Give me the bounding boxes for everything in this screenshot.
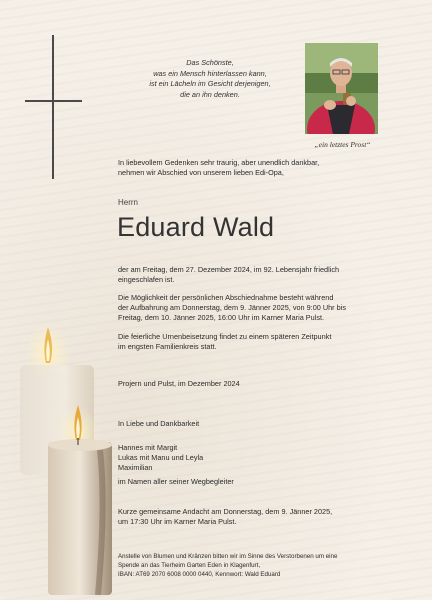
quote-line: die an ihn denken. bbox=[180, 89, 240, 99]
mourners-list bbox=[118, 443, 203, 473]
quote-line: Das Schönste, bbox=[186, 58, 234, 67]
death-notice bbox=[118, 265, 339, 285]
mourners-closing bbox=[118, 477, 234, 487]
mourner-name: Lukas mit Manu und Leyla bbox=[118, 453, 204, 462]
cross-icon-horizontal bbox=[25, 100, 82, 102]
intro-line: nehmen wir Abschied von unserem lieben Edi-Opa, bbox=[118, 168, 284, 177]
service-line: um 17:30 Uhr im Karner Maria Pulst. bbox=[118, 517, 237, 526]
mourners-heading bbox=[118, 419, 199, 429]
service-line: Kurze gemeinsame Andacht am Donnerstag, dem 9. Jänner 2025, bbox=[118, 507, 333, 516]
donation-line: IBAN: AT69 2070 6008 0000 0440, Kennwort: Wald Eduard bbox=[118, 570, 281, 578]
salutation: Herrn bbox=[118, 198, 139, 207]
cross-icon-vertical bbox=[52, 35, 54, 179]
service-notice bbox=[118, 507, 332, 527]
portrait-photo bbox=[305, 43, 378, 134]
urn-line: Die feierliche Urnenbeisetzung findet zu einem späteren Zeitpunkt bbox=[118, 332, 332, 341]
death-line: der am Freitag, dem 27. Dezember 2024, im 92. Lebensjahr friedlich bbox=[118, 265, 340, 274]
mourners-heading-text: In Liebe und Dankbarkeit bbox=[118, 419, 200, 428]
quote-line: ist ein Lächeln im Gesicht derjenigen, bbox=[149, 79, 271, 88]
mourners-closing-text: im Namen aller seiner Wegbegleiter bbox=[118, 477, 234, 486]
memorial-quote bbox=[125, 58, 295, 100]
mourner-name: Hannes mit Margit bbox=[118, 443, 178, 452]
photo-caption: „ein letztes Prost“ bbox=[314, 140, 371, 149]
candles-illustration bbox=[20, 305, 130, 595]
donation-line: Spende an das Tierheim Garten Eden in Klagenfurt, bbox=[118, 561, 261, 569]
viewing-line: der Aufbahrung am Donnerstag, dem 9. Jänner 2025, von 9:00 Uhr bis bbox=[118, 303, 346, 312]
donation-notice bbox=[118, 553, 337, 579]
intro-text bbox=[118, 158, 319, 178]
place-date bbox=[118, 379, 240, 389]
viewing-notice bbox=[118, 293, 346, 323]
donation-line: Anstelle von Blumen und Kränzen bitten wir im Sinne des Verstorbenen um eine bbox=[118, 553, 338, 560]
viewing-line: Freitag, dem 10. Jänner 2025, 16:00 Uhr im Karner Maria Pulst. bbox=[118, 313, 325, 322]
deceased-name: Eduard Wald bbox=[117, 212, 275, 242]
quote-line: was ein Mensch hinterlassen kann, bbox=[153, 68, 267, 78]
mourner-name: Maximilian bbox=[118, 463, 153, 472]
urn-notice bbox=[118, 332, 331, 352]
urn-line: im engsten Familienkreis statt. bbox=[118, 342, 217, 351]
intro-line: In liebevollem Gedenken sehr traurig, aber unendlich dankbar, bbox=[118, 158, 320, 167]
viewing-line: Die Möglichkeit der persönlichen Abschiednahme besteht während bbox=[118, 293, 334, 302]
death-line: eingeschlafen ist. bbox=[118, 275, 175, 284]
place-date-text: Projern und Pulst, im Dezember 2024 bbox=[118, 379, 240, 388]
